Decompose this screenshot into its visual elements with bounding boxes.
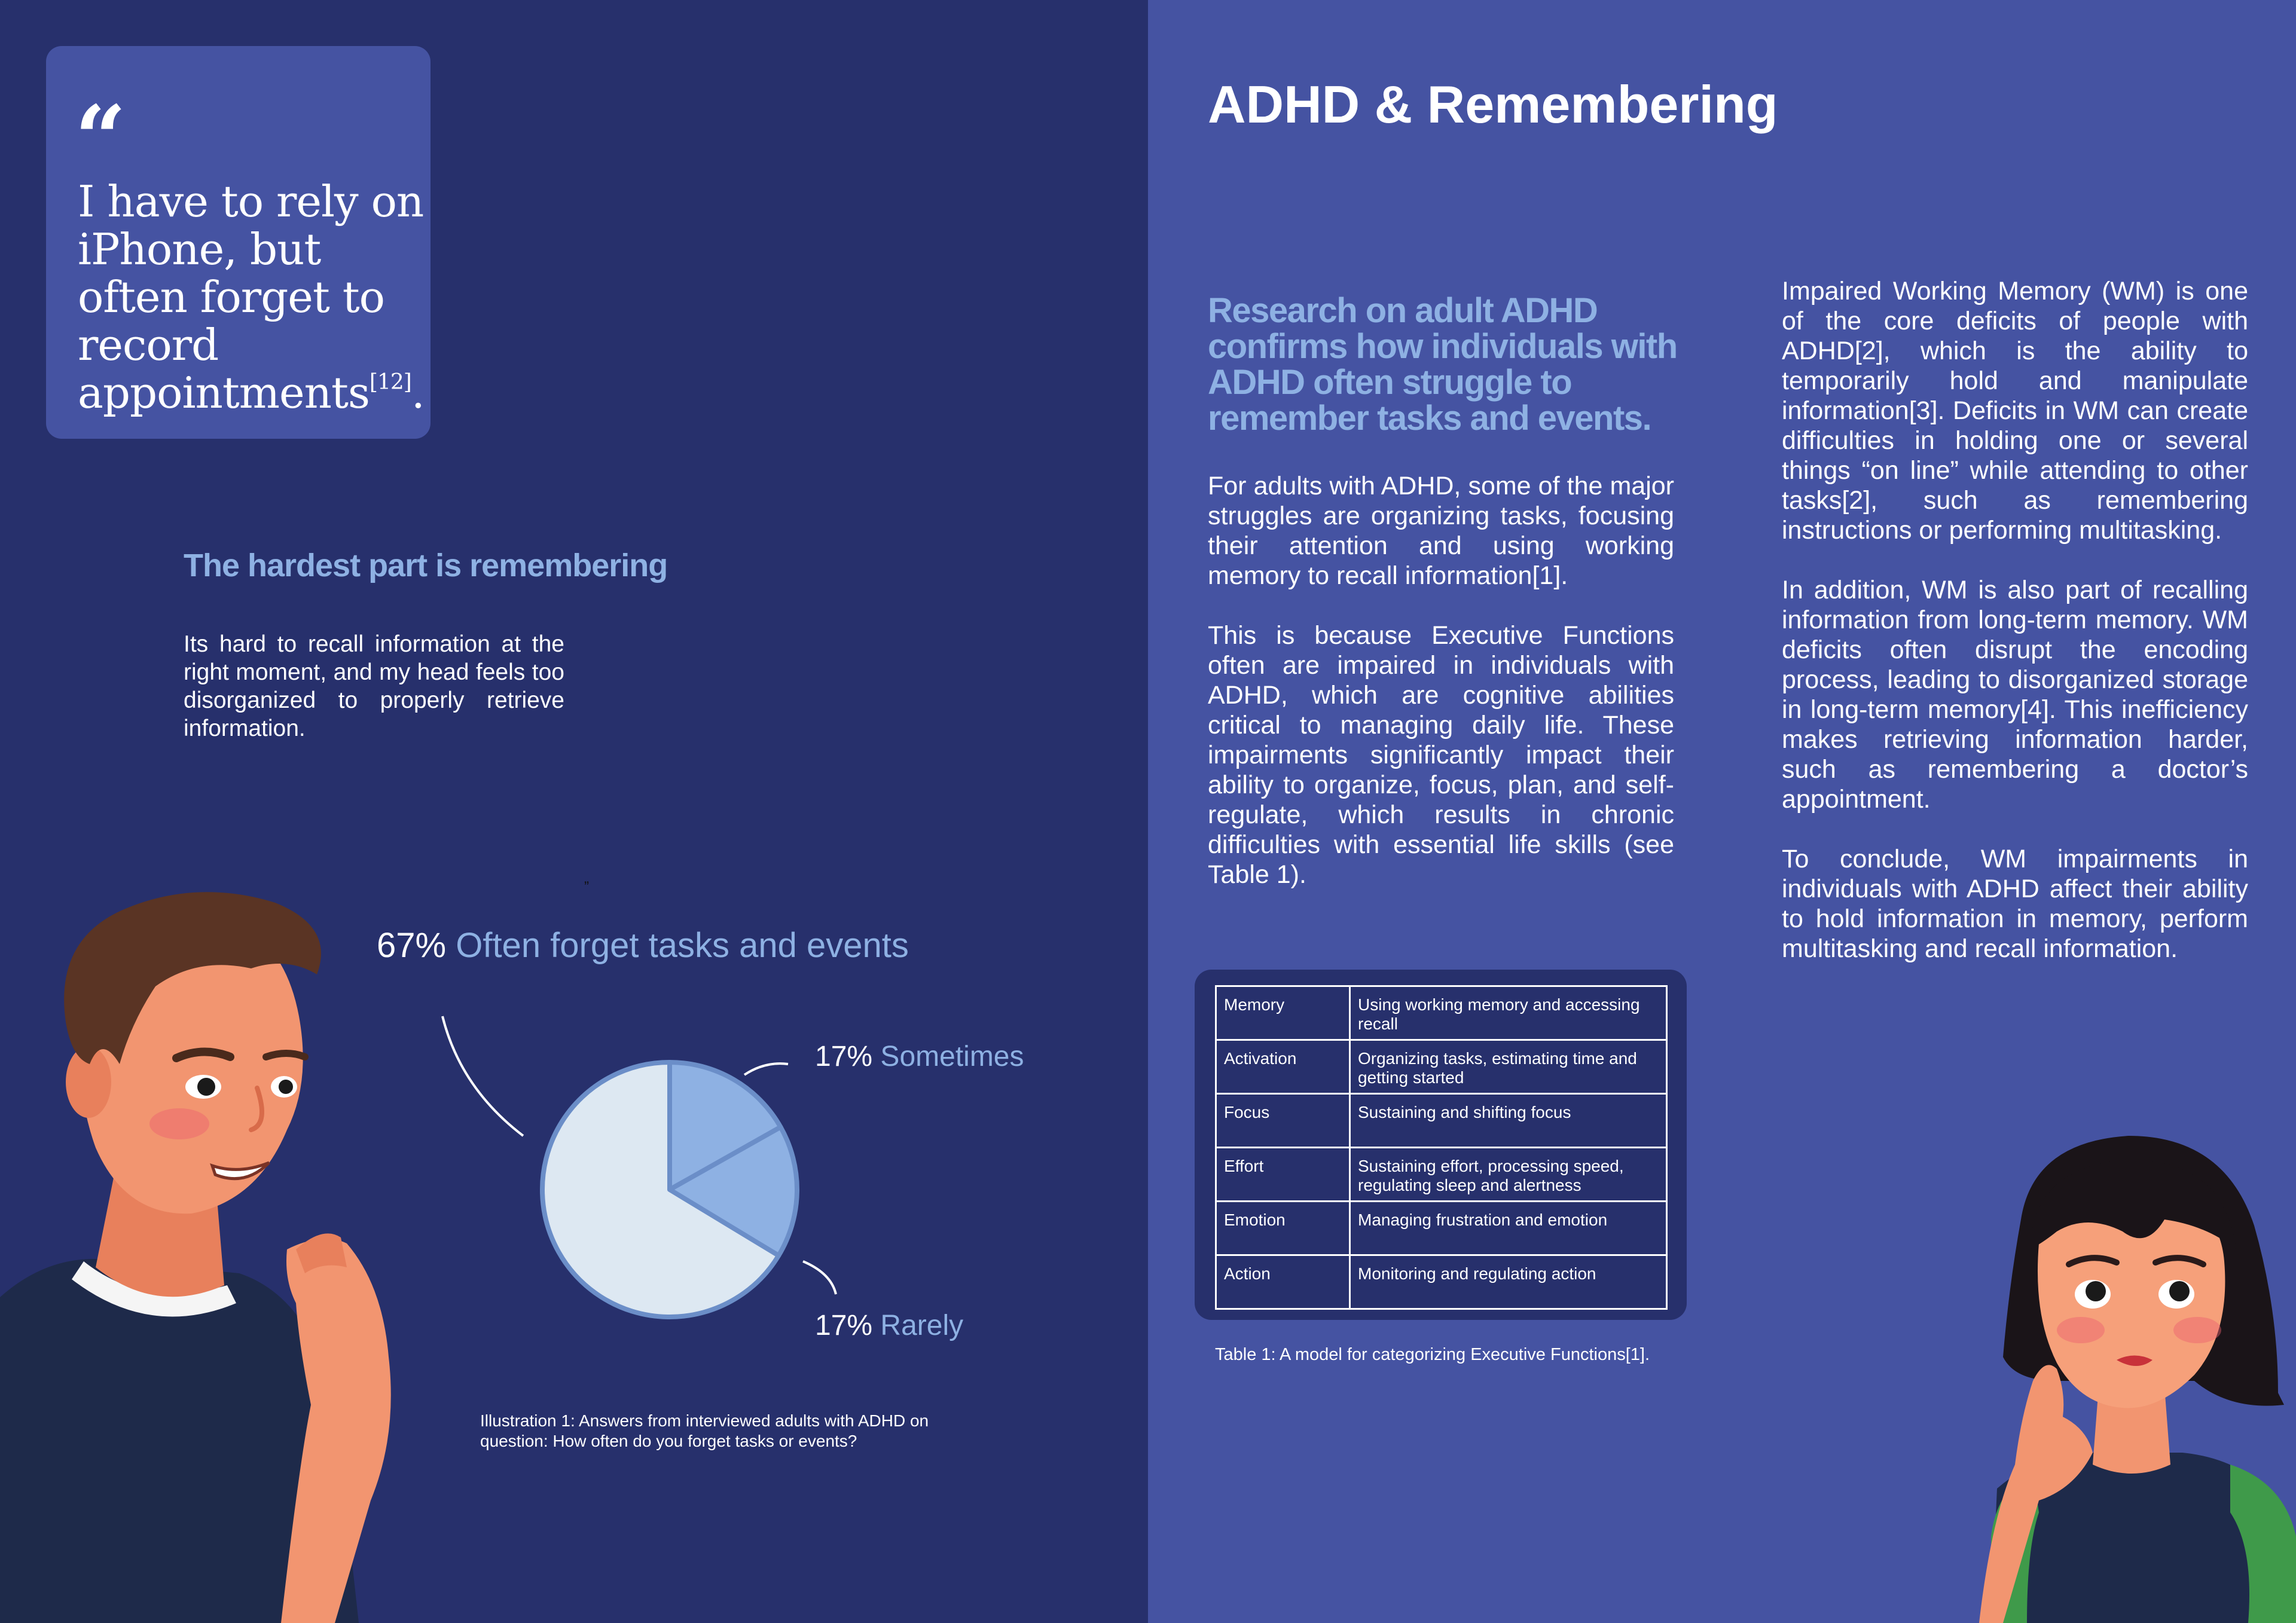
- table-cell-key: Focus: [1216, 1094, 1350, 1148]
- right-paragraph: Impaired Working Memory (WM) is one of the core deficits of people with ADHD[2], which is the ability to temporarily hold and manipulate information[3]. Deficits in WM can create difficulties in holding one or several things “on line” while attending to other tasks[2], such as remembering instructions or performing multitasking.: [1782, 277, 2248, 545]
- man-illustration: [0, 867, 454, 1623]
- pie-slices: [542, 1062, 797, 1317]
- executive-functions-table-card: [1195, 970, 1687, 1320]
- quote-end: .: [411, 368, 425, 418]
- hardest-part-heading: The hardest part is remembering: [184, 548, 668, 583]
- table-cell-value: Sustaining and shifting focus: [1350, 1094, 1667, 1148]
- table-row: [1216, 986, 1667, 1040]
- stray-quote-mark: ”: [584, 879, 589, 895]
- stat-rarely-label: Rarely: [880, 1310, 964, 1341]
- quote-reference: [12]: [369, 370, 411, 395]
- table-cell-key: Activation: [1216, 1040, 1350, 1094]
- quote-body: I have to rely on iPhone, but often forget to record appointments: [78, 176, 424, 418]
- table-row: [1216, 1040, 1667, 1094]
- middle-paragraph: This is because Executive Functions often are impaired in individuals with ADHD, which are cognitive abilities critical to managing daily life. These impairments significantly impact their ability to organize, focus, plan, and self- regulate, which results in chronic difficulties with essential life skills (see Table 1).: [1208, 621, 1674, 889]
- research-heading: Research on adult ADHD confirms how individuals with ADHD often struggle to remember tasks and events.: [1208, 291, 1677, 438]
- table-cell-value: Managing frustration and emotion: [1350, 1202, 1667, 1255]
- table-cell-value: Using working memory and accessing recall: [1350, 986, 1667, 1040]
- stat-sometimes-label: Sometimes: [880, 1041, 1024, 1072]
- right-page: [1148, 0, 2296, 1623]
- table-row: [1216, 1202, 1667, 1255]
- leader-line-often: [442, 1016, 523, 1136]
- table-cell-key: Effort: [1216, 1148, 1350, 1202]
- stat-often: [377, 925, 909, 965]
- stat-often-percent: 67%: [377, 926, 447, 965]
- executive-functions-table: [1215, 985, 1668, 1310]
- middle-column: [1208, 471, 1674, 919]
- stat-often-label: Often forget tasks and events: [456, 926, 909, 965]
- leader-line-sometimes: [744, 1063, 788, 1075]
- table-cell-key: Action: [1216, 1255, 1350, 1309]
- right-column: [1782, 276, 2248, 994]
- hardest-part-body: Its hard to recall information at the right moment, and my head feels too disorganized to properly retrieve information.: [184, 631, 564, 741]
- page-title: ADHD & Remembering: [1208, 75, 1778, 134]
- right-paragraph: To conclude, WM impairments in individuals with ADHD affect their ability to hold information in memory, perform multitasking and recall information.: [1782, 845, 2248, 963]
- middle-paragraph: For adults with ADHD, some of the major struggles are organizing tasks, focusing their attention and using working memory to recall information[1].: [1208, 472, 1674, 590]
- right-paragraph: In addition, WM is also part of recalling information from long-term memory. WM deficits often disrupt the encoding process, leading to disorganized storage in long-term memory[4]. This inefficiency makes retrieving information harder, such as remembering a doctor’s appointment.: [1782, 576, 2248, 814]
- table-cell-value: Sustaining effort, processing speed, regulating sleep and alertness: [1350, 1148, 1667, 1202]
- table-cell-key: Emotion: [1216, 1202, 1350, 1255]
- stat-sometimes: [815, 1040, 1024, 1073]
- table-cell-value: Organizing tasks, estimating time and getting started: [1350, 1040, 1667, 1094]
- table-row: [1216, 1255, 1667, 1309]
- table-cell-key: Memory: [1216, 986, 1350, 1040]
- woman-illustration: [1967, 1130, 2296, 1623]
- table-cell-value: Monitoring and regulating action: [1350, 1255, 1667, 1309]
- quote-mark-icon: “: [75, 86, 127, 191]
- stat-rarely: [815, 1309, 963, 1342]
- stat-rarely-percent: 17%: [815, 1310, 873, 1341]
- illustration-caption: Illustration 1: Answers from interviewed adults with ADHD on question: How often do you forget tasks or events?: [480, 1411, 929, 1450]
- table-row: [1216, 1148, 1667, 1202]
- table-caption: Table 1: A model for categorizing Executive Functions[1].: [1215, 1345, 1650, 1364]
- leader-line-rarely: [803, 1261, 836, 1294]
- stat-sometimes-percent: 17%: [815, 1041, 873, 1072]
- table-row: [1216, 1094, 1667, 1148]
